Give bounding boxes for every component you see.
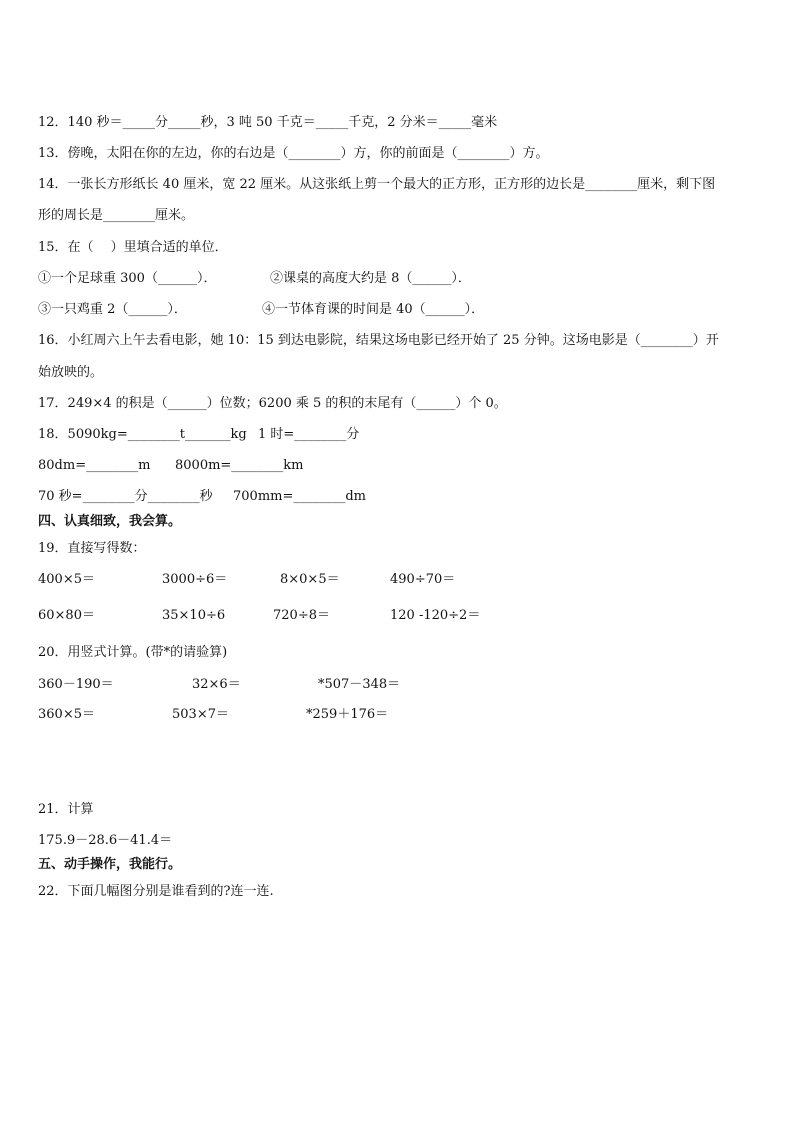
calc-item: 120 -120÷2＝ [390,608,481,623]
question-18-item-d: 8000m=________km [175,458,304,473]
section-4-heading: 四、认真细致，我会算。 [38,514,182,529]
question-15-item-a: ①一个足球重 300（______）． [38,271,217,286]
calc-item: 400×5＝ [38,572,95,587]
calc-item: 3000÷6＝ [162,572,228,587]
calc-item: 720÷8＝ [273,608,330,623]
question-15-item-d: ④一节体育课的时间是 40（______）． [262,302,485,317]
question-15-item-c: ③一只鸡重 2（______）． [38,302,187,317]
question-18-item-c: 80dm=________m [38,458,151,473]
question-17: 17．249×4 的积是（______）位数；6200 乘 5 的积的末尾有（______）个 0。 [38,396,507,411]
section-5-heading: 五、动手操作，我能行。 [38,857,182,872]
vertical-calc-item: 503×7＝ [172,707,229,722]
vertical-calc-item: 360×5＝ [38,707,95,722]
vertical-calc-item: *507－348＝ [318,677,401,692]
question-19: 19．直接写得数： [38,541,146,556]
question-12: 12．140 秒＝_____分_____秒，3 吨 50 千克＝_____千克，2 分米＝_____毫米 [38,115,498,130]
question-18-item-f: 700mm=________dm [233,489,367,504]
calc-item: 60×80＝ [38,608,95,623]
question-18-item-a: 18．5090kg=________t_______kg [38,427,247,442]
question-18-item-b: 1 时=________分 [258,427,360,442]
question-15-item-b: ②课桌的高度大约是 8（______）． [270,271,471,286]
question-16-line-1: 16．小红周六上午去看电影，她 10：15 到达电影院，结果这场电影已经开始了 25 分钟。这场电影是（________）开 [38,333,719,348]
question-21: 21．计算 [38,802,94,817]
calc-item: 490÷70＝ [390,572,456,587]
calc-item: 35×10÷6 [162,608,226,623]
question-20: 20．用竖式计算。(带*的请验算) [38,645,228,660]
question-14-line-1: 14．一张长方形纸长 40 厘米，宽 22 厘米。从这张纸上剪一个最大的正方形，正方形的边长是________厘米，剩下图 [38,177,716,192]
question-15: 15．在（ ）里填合适的单位． [38,240,228,255]
question-13: 13．傍晚，太阳在你的左边，你的右边是（________）方，你的前面是（________）方。 [38,146,549,161]
calc-item: 8×0×5＝ [280,572,340,587]
vertical-calc-item: 32×6＝ [192,677,241,692]
question-21-expression: 175.9－28.6－41.4＝ [38,833,173,848]
question-16-line-2: 始放映的。 [38,365,104,380]
question-18-item-e: 70 秒=________分________秒 [38,489,213,504]
vertical-calc-item: *259＋176＝ [306,707,389,722]
vertical-calc-item: 360－190＝ [38,677,114,692]
question-22: 22．下面几幅图分别是谁看到的?连一连. [38,884,274,899]
question-14-line-2: 形的周长是________厘米。 [38,208,195,223]
